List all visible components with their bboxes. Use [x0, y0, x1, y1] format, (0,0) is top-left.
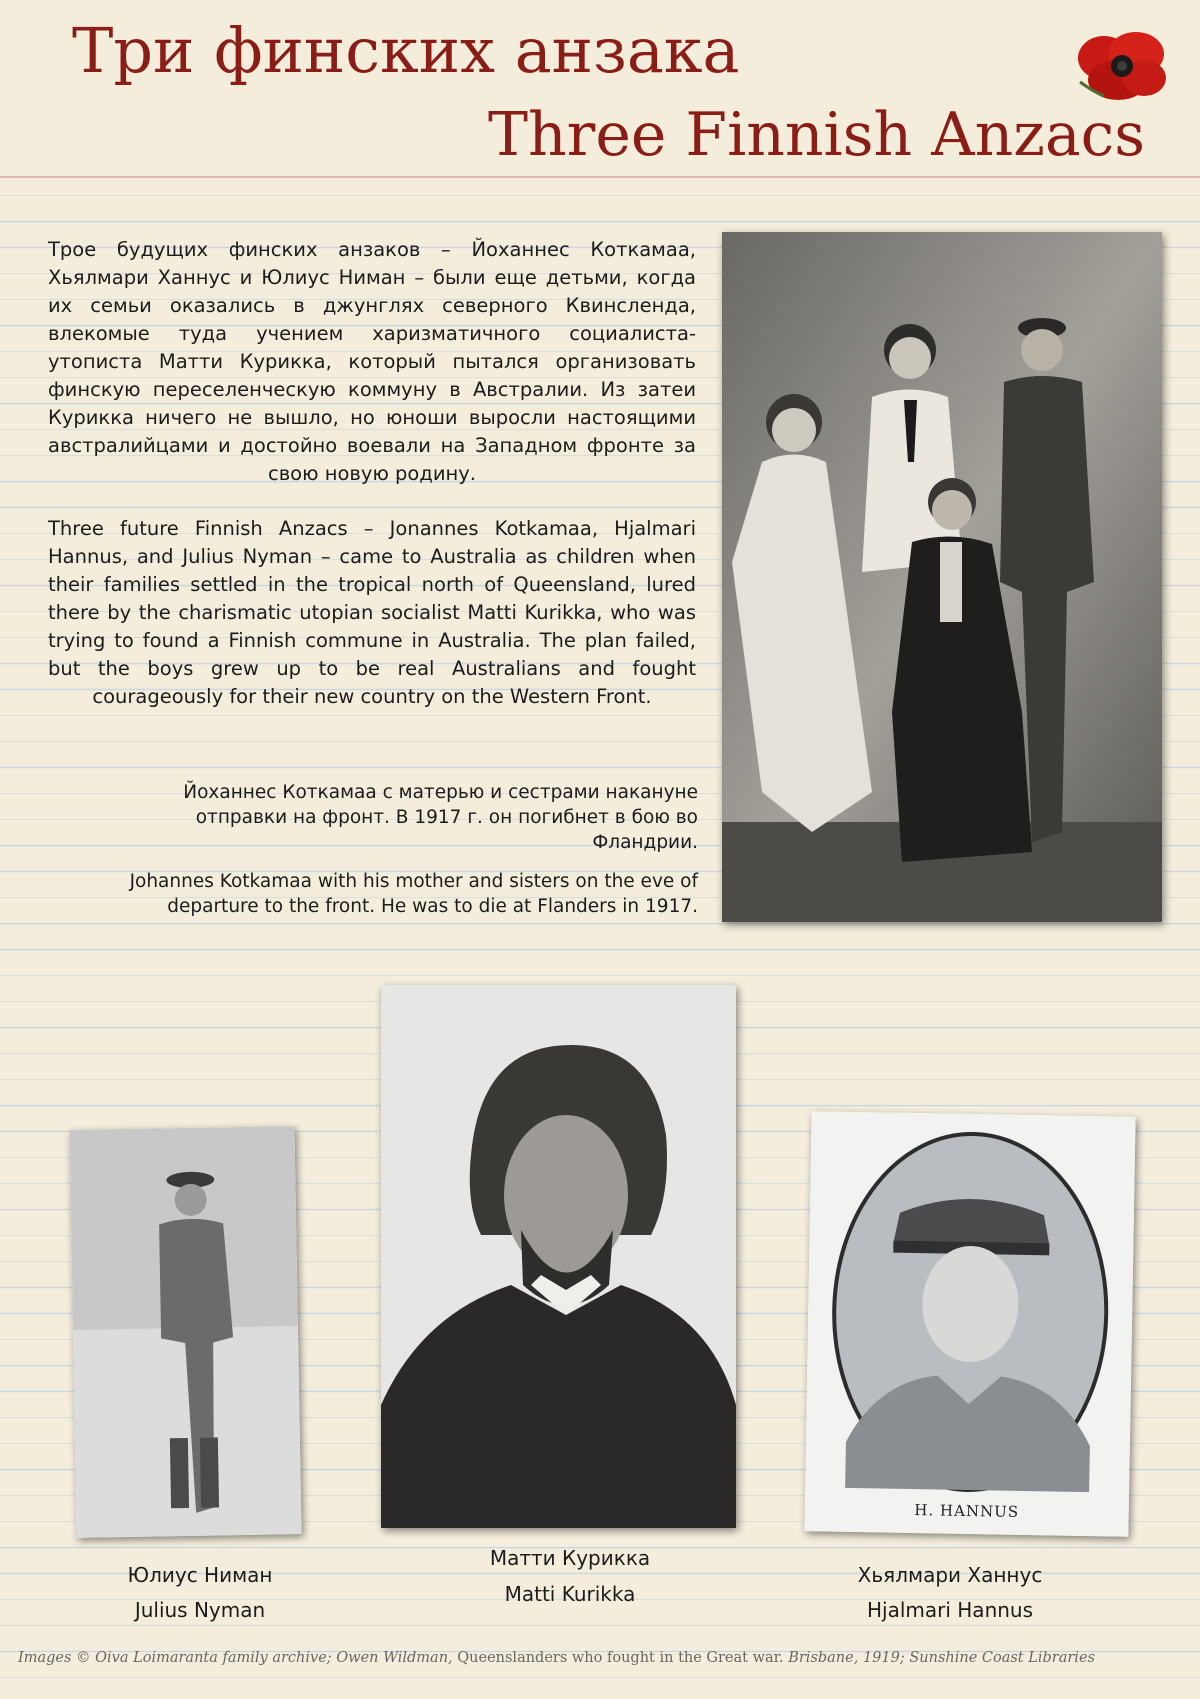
photo-plate-label: H. HANNUS	[914, 1501, 1020, 1521]
header-divider	[0, 176, 1200, 178]
poppy-icon	[1074, 26, 1170, 106]
family-photo	[722, 232, 1162, 922]
intro-paragraph-en: Three future Finnish Anzacs – Jonannes Kotkamaa, Hjalmari Hannus, and Julius Nyman – came to Australia as children when their families settled in the tropical north of Queensland, lured there by the charismatic utopian socialist Matti Kurikka, who was trying to found a Finnish commune in Australia. The plan failed, but the boys grew up to be real Australians and fought courageously for their new country on the Western Front.	[48, 517, 696, 708]
portrait-photo-nyman	[69, 1126, 301, 1538]
portrait-name-ru-nyman: Юлиус Ниман	[127, 1563, 273, 1587]
family-photo-caption-en: Johannes Kotkamaa with his mother and sisters on the eve of departure to the front. He was to die at Flanders in 1917.	[129, 871, 698, 917]
portrait-photo-kurikka	[381, 985, 736, 1528]
portrait-photo-hannus	[804, 1111, 1135, 1537]
family-photo-caption-ru: Йоханнес Коткамаа с матерью и сестрами накануне отправки на фронт. В 1917 г. он погибнет в бою во Фландрии.	[183, 782, 698, 853]
portrait-name-en-kurikka: Matti Kurikka	[504, 1582, 636, 1606]
portrait-name-en-nyman: Julius Nyman	[134, 1598, 266, 1622]
portrait-name-ru-kurikka: Матти Курикка	[489, 1546, 651, 1570]
image-credits: Images © Oiva Loimaranta family archive; Owen Wildman, Queenslanders who fought in the Great war. Brisbane, 1919; Sunshine Coast Libraries	[18, 1650, 1095, 1666]
portrait-name-ru-hannus: Хьялмари Ханнус	[857, 1563, 1043, 1587]
page-title-en: Three Finnish Anzacs	[488, 100, 1145, 170]
page-title-ru: Три финских анзака	[72, 14, 740, 87]
intro-paragraph-ru: Трое будущих финских анзаков – Йоханнес Коткамаа, Хьялмари Ханнус и Юлиус Ниман – были еще детьми, когда их семьи оказались в джунглях северного Квинсленда, влекомые туда учением харизматичного социалиста-утописта Матти Курикка, который пытался организовать финскую переселенческую коммуну в Австралии. Из затеи Курикка ничего не вышло, но юноши выросли настоящими австралийцами и достойно воевали на Западном фронте за свою новую родину.	[48, 238, 696, 485]
portrait-name-en-hannus: Hjalmari Hannus	[866, 1598, 1034, 1622]
